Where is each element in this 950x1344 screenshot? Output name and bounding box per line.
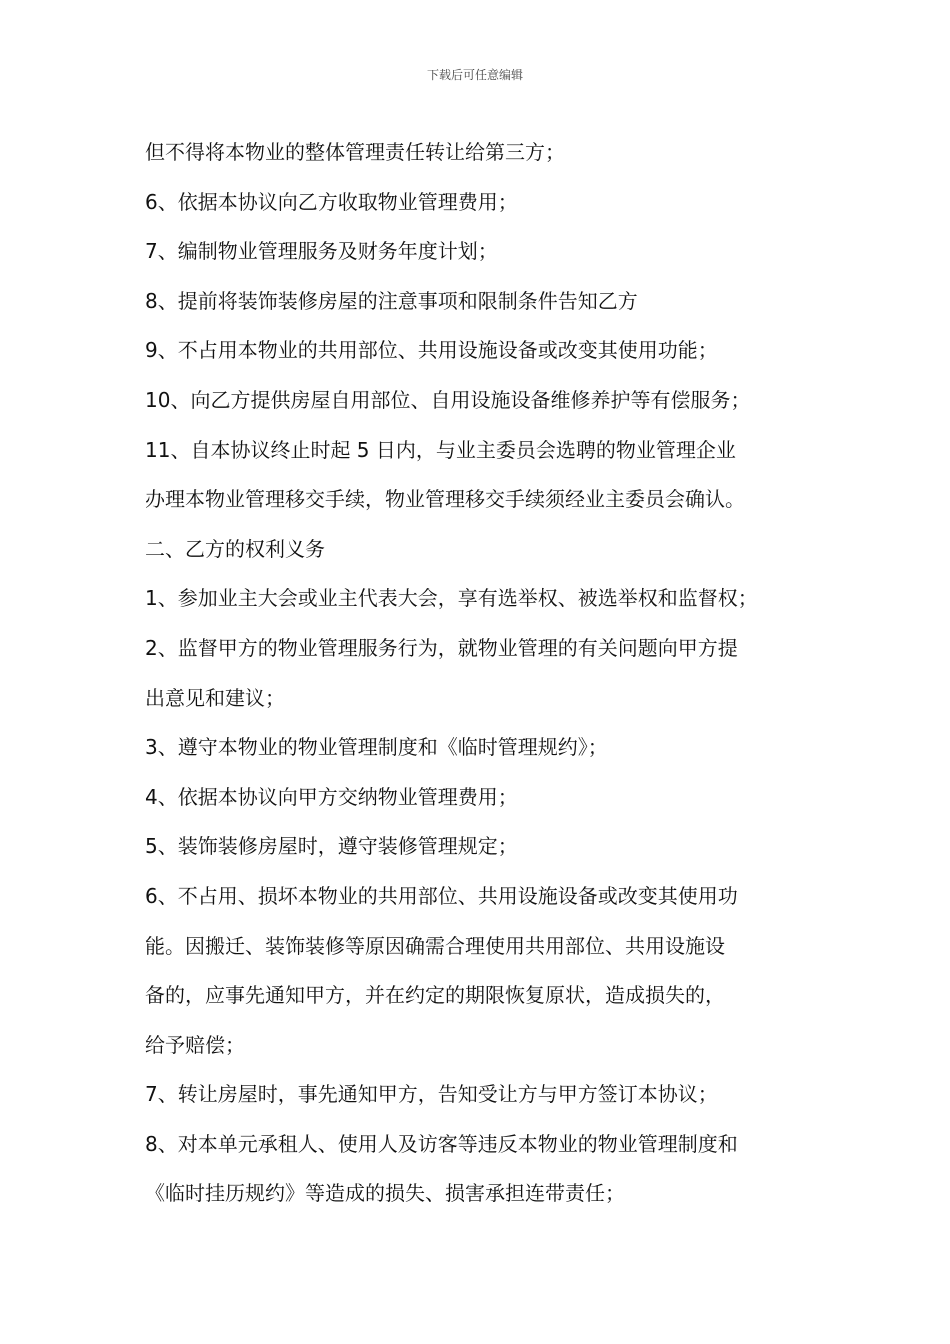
- paragraph-line: 备的，应事先通知甲方，并在约定的期限恢复原状，造成损失的，: [145, 983, 725, 1008]
- paragraph-line: 办理本物业管理移交手续，物业管理移交手续须经业主委员会确认。: [145, 487, 745, 512]
- document-body: [145, 132, 825, 1223]
- paragraph-line: 7、编制物业管理服务及财务年度计划；: [145, 239, 498, 264]
- paragraph-line: 给予赔偿；: [145, 1032, 245, 1057]
- paragraph-line: 5、装饰装修房屋时，遵守装修管理规定；: [145, 834, 518, 859]
- paragraph-line: 9、不占用本物业的共用部位、共用设施设备或改变其使用功能；: [145, 338, 718, 363]
- paragraph-line: 3、遵守本物业的物业管理制度和《临时管理规约》；: [145, 735, 608, 760]
- paragraph-line: 8、对本单元承租人、使用人及访客等违反本物业的物业管理制度和: [145, 1131, 738, 1156]
- paragraph-line: 《临时挂历规约》等造成的损失、损害承担连带责任；: [145, 1181, 625, 1206]
- paragraph-line: 10、向乙方提供房屋自用部位、自用设施设备维修养护等有偿服务；: [145, 387, 751, 412]
- paragraph-line: 2、监督甲方的物业管理服务行为，就物业管理的有关问题向甲方提: [145, 635, 738, 660]
- paragraph-line: 7、转让房屋时，事先通知甲方，告知受让方与甲方签订本协议；: [145, 1082, 718, 1107]
- paragraph-line: 6、依据本协议向乙方收取物业管理费用；: [145, 189, 518, 214]
- paragraph-line: 8、提前将装饰装修房屋的注意事项和限制条件告知乙方: [145, 288, 638, 313]
- paragraph-line: 4、依据本协议向甲方交纳物业管理费用；: [145, 784, 518, 809]
- paragraph-line: 能。因搬迁、装饰装修等原因确需合理使用共用部位、共用设施设: [145, 933, 725, 958]
- paragraph-line: 但不得将本物业的整体管理责任转让给第三方；: [145, 140, 565, 164]
- paragraph-line: 出意见和建议；: [145, 685, 285, 710]
- section-heading: 二、乙方的权利义务: [145, 536, 325, 561]
- paragraph-line: 6、不占用、损坏本物业的共用部位、共用设施设备或改变其使用功: [145, 883, 738, 908]
- paragraph-line: 11、自本协议终止时起 5 日内，与业主委员会选聘的物业管理企业: [145, 437, 736, 462]
- paragraph-line: 1、参加业主大会或业主代表大会，享有选举权、被选举权和监督权；: [145, 586, 758, 611]
- page-header-note: 下载后可任意编辑: [426, 68, 523, 82]
